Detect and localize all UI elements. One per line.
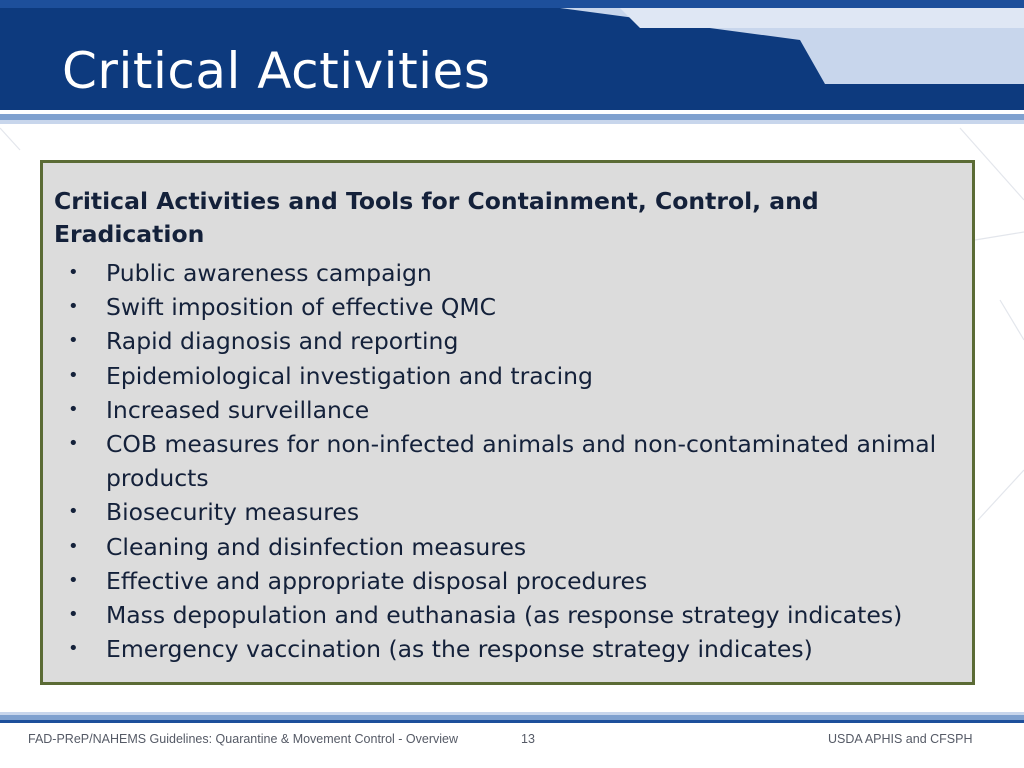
- list-item: • Swift imposition of effective QMC: [54, 290, 969, 324]
- bullet-icon: •: [68, 501, 79, 523]
- bullet-icon: •: [68, 296, 79, 318]
- bullet-icon: •: [68, 364, 79, 386]
- bullet-icon: •: [68, 330, 79, 352]
- list-item: • Epidemiological investigation and tracing: [54, 359, 969, 393]
- list-item: • Mass depopulation and euthanasia (as response strategy indicates): [54, 598, 969, 632]
- content-box: [40, 160, 975, 685]
- footer-course-title: FAD-PReP/NAHEMS Guidelines: Quarantine & Movement Control - Overview: [28, 732, 459, 746]
- list-item: • Effective and appropriate disposal procedures: [54, 564, 969, 598]
- bullet-icon: •: [68, 569, 79, 591]
- bullet-icon: •: [68, 638, 79, 660]
- page-number: 13: [521, 732, 535, 746]
- bullet-icon: •: [68, 398, 79, 420]
- bullet-icon: •: [68, 535, 79, 557]
- list-item: • Increased surveillance: [54, 393, 969, 427]
- list-item: • COB measures for non-infected animals and non-contaminated animal products: [54, 427, 969, 495]
- slide-title: Critical Activities: [62, 42, 491, 100]
- bullet-icon: •: [68, 262, 79, 283]
- bullet-icon: •: [68, 604, 79, 626]
- footer-organization: USDA APHIS and CFSPH: [828, 732, 973, 746]
- list-item: • Emergency vaccination (as the response strategy indicates): [54, 632, 969, 666]
- box-heading: Critical Activities and Tools for Containment, Control, and Eradication: [54, 187, 819, 248]
- bullet-list: [54, 256, 972, 666]
- footer-bar: [0, 712, 1024, 724]
- bullet-icon: •: [68, 433, 79, 455]
- list-item: • Rapid diagnosis and reporting: [54, 324, 969, 358]
- list-item: • Public awareness campaign: [54, 256, 969, 290]
- list-item: • Cleaning and disinfection measures: [54, 530, 969, 564]
- list-item: • Biosecurity measures: [54, 495, 969, 529]
